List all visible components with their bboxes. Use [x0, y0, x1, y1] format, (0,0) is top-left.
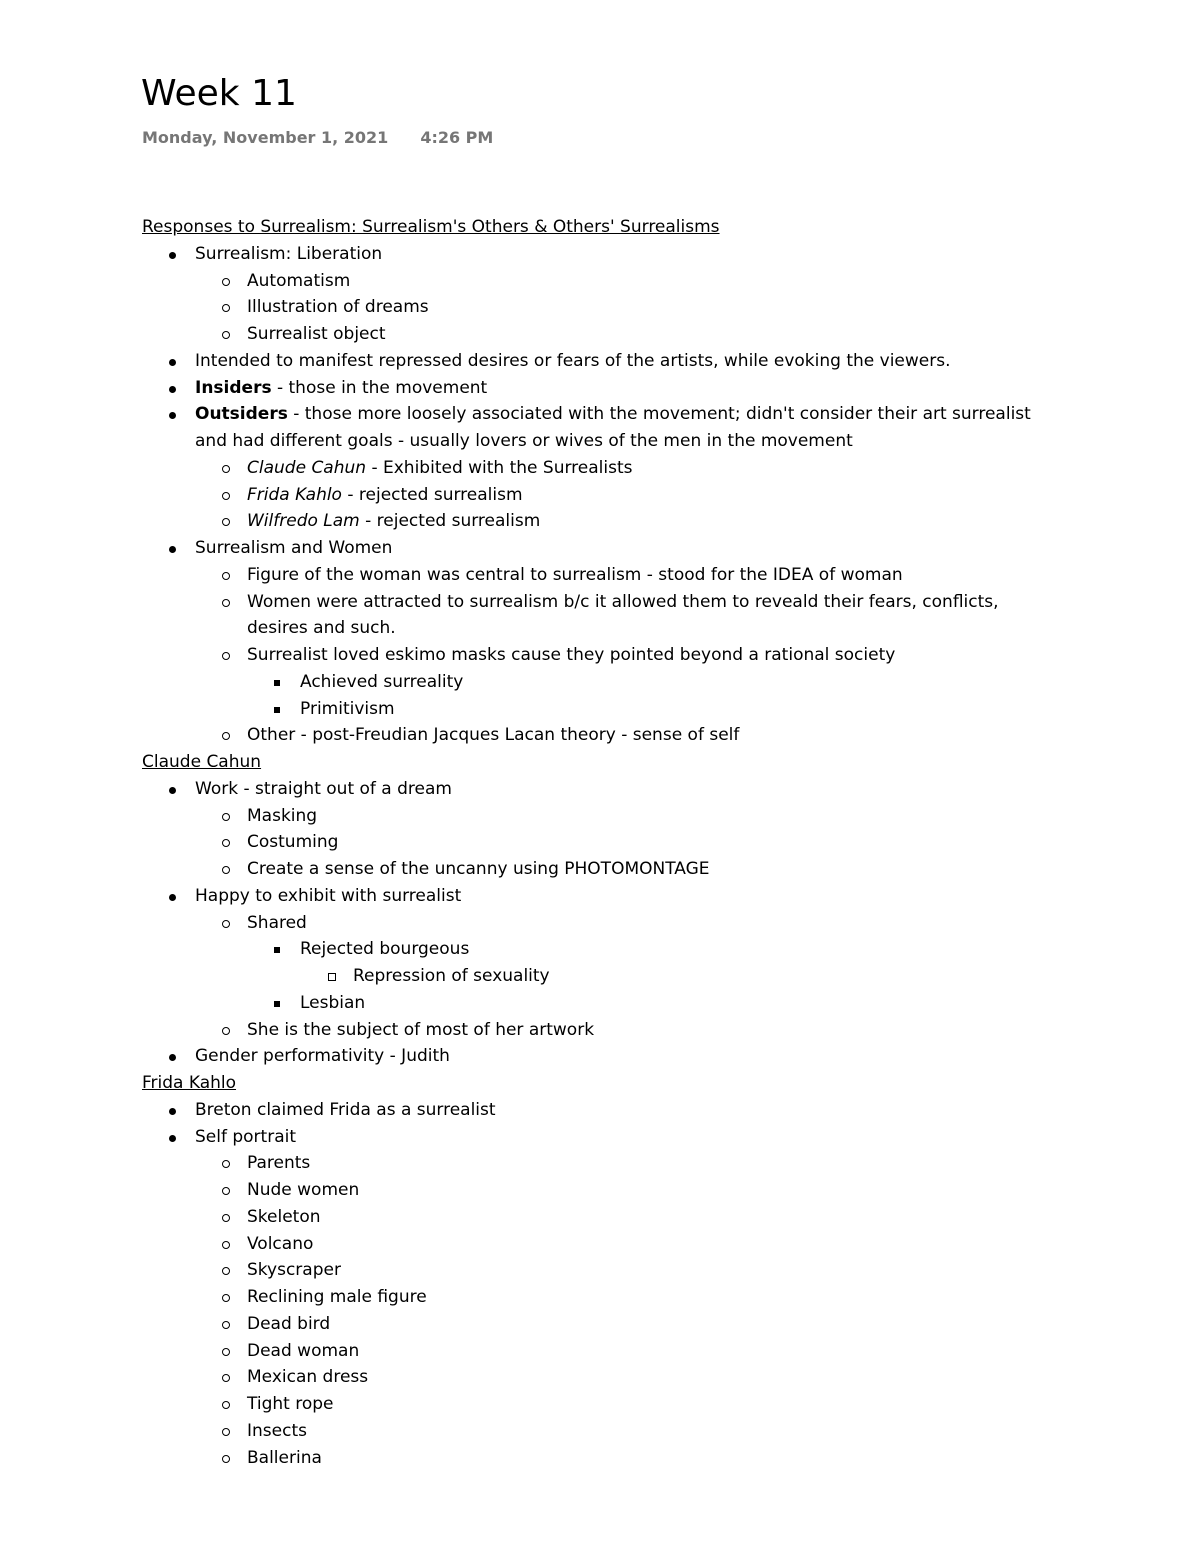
item-text: Happy to exhibit with surrealist	[195, 885, 462, 906]
item-text: Work - straight out of a dream	[195, 778, 452, 799]
list-item	[142, 1017, 1062, 1044]
list-item	[142, 1311, 1062, 1338]
item-text: Create a sense of the uncanny using PHOTOMONTAGE	[247, 859, 710, 879]
item-text: - rejected surrealism	[359, 511, 541, 532]
item-text: Parents	[247, 1153, 311, 1174]
item-text: Women were attracted to surrealism b/c it allowed them to reveald their fears, conflicts, desires and such.	[247, 591, 999, 639]
item-text: Reclining male figure	[247, 1287, 427, 1307]
item-term: Insiders	[195, 377, 272, 398]
list-item	[142, 829, 1062, 856]
section-heading: Claude Cahun	[142, 752, 262, 772]
item-artist: Frida Kahlo	[247, 484, 342, 505]
list-item	[142, 963, 1062, 990]
item-text: Breton claimed Frida as a surrealist	[195, 1099, 496, 1120]
item-text: Gender performativity - Judith	[195, 1046, 450, 1067]
item-text: Volcano	[247, 1233, 314, 1254]
item-text: She is the subject of most of her artwork	[247, 1019, 595, 1040]
page-timestamp	[142, 126, 493, 150]
item-text: Repression of sexuality	[353, 966, 550, 986]
list-item	[142, 1204, 1062, 1231]
item-text: Surrealism: Liberation	[195, 243, 383, 264]
item-text: Figure of the woman was central to surrealism - stood for the IDEA of woman	[247, 564, 903, 585]
list-item	[142, 535, 1062, 562]
item-text: - those in the movement	[271, 377, 488, 398]
list-item	[142, 1418, 1062, 1445]
page-time: 4:26 PM	[420, 128, 494, 147]
item-artist: Claude Cahun	[247, 457, 367, 478]
item-text: Skyscraper	[247, 1260, 341, 1281]
item-text: Shared	[247, 912, 307, 933]
list-item	[142, 990, 1062, 1017]
section-heading: Frida Kahlo	[142, 1073, 237, 1093]
list-item	[142, 482, 1062, 509]
page-date: Monday, November 1, 2021	[142, 128, 389, 147]
item-text: Masking	[247, 805, 318, 826]
list-item	[142, 856, 1062, 883]
list-item	[142, 1097, 1062, 1124]
list-item	[142, 1177, 1062, 1204]
list-item	[142, 1231, 1062, 1258]
list-item	[142, 455, 1062, 482]
page-title: Week 11	[141, 73, 297, 114]
item-text: Dead bird	[247, 1313, 331, 1334]
item-text: Surrealism and Women	[195, 538, 393, 558]
list-item	[142, 589, 1062, 643]
list-item	[142, 1364, 1062, 1391]
list-item	[142, 776, 1062, 803]
item-text: - those more loosely associated with the movement; didn't consider their art surrealist and had different goals - usually lovers or wives of the men in the movement	[195, 404, 1031, 451]
item-text: Illustration of dreams	[247, 297, 429, 318]
item-text: Rejected bourgeous	[300, 939, 470, 960]
item-term: Outsiders	[195, 404, 288, 425]
list-item	[142, 669, 1062, 696]
item-text: Other - post-Freudian Jacques Lacan theory - sense of self	[247, 725, 740, 746]
list-item	[142, 294, 1062, 321]
list-item	[142, 1338, 1062, 1365]
item-text: Ballerina	[247, 1447, 322, 1468]
item-text: Skeleton	[247, 1206, 321, 1227]
list-item	[142, 1257, 1062, 1284]
item-text: Costuming	[247, 832, 339, 853]
list-item	[142, 883, 1062, 910]
list-item	[142, 562, 1062, 589]
notes-body	[142, 214, 1062, 1471]
item-text: Nude women	[247, 1180, 360, 1200]
list-item	[142, 1150, 1062, 1177]
item-text: Dead woman	[247, 1340, 360, 1361]
item-text: Achieved surreality	[300, 671, 464, 692]
list-item	[142, 1284, 1062, 1311]
list-item	[142, 803, 1062, 830]
list-item	[142, 1391, 1062, 1418]
item-text: Surrealist object	[247, 324, 386, 344]
item-text: Insects	[247, 1420, 307, 1441]
list-item	[142, 321, 1062, 348]
list-item	[142, 268, 1062, 295]
list-item	[142, 241, 1062, 268]
item-text: - Exhibited with the Surrealists	[366, 457, 633, 478]
list-item	[142, 1445, 1062, 1472]
item-text: - rejected surrealism	[341, 484, 523, 505]
item-text: Lesbian	[300, 992, 366, 1013]
list-item	[142, 348, 1062, 375]
item-text: Primitivism	[300, 698, 395, 719]
item-text: Mexican dress	[247, 1367, 369, 1388]
list-item	[142, 722, 1062, 749]
item-text: Tight rope	[247, 1394, 334, 1414]
section-heading: Responses to Surrealism: Surrealism's Others & Others' Surrealisms	[142, 217, 720, 237]
list-item	[142, 375, 1062, 402]
list-item	[142, 642, 1062, 669]
list-item	[142, 910, 1062, 937]
list-item	[142, 936, 1062, 963]
item-text: Automatism	[247, 270, 351, 291]
item-artist: Wilfredo Lam	[247, 511, 360, 532]
list-item	[142, 1124, 1062, 1151]
list-item	[142, 1043, 1062, 1070]
list-item	[142, 696, 1062, 723]
list-item	[142, 401, 1062, 455]
item-text: Self portrait	[195, 1126, 297, 1147]
list-item	[142, 508, 1062, 535]
item-text: Surrealist loved eskimo masks cause they pointed beyond a rational society	[247, 645, 896, 665]
item-text: Intended to manifest repressed desires or fears of the artists, while evoking the viewers.	[195, 350, 951, 371]
